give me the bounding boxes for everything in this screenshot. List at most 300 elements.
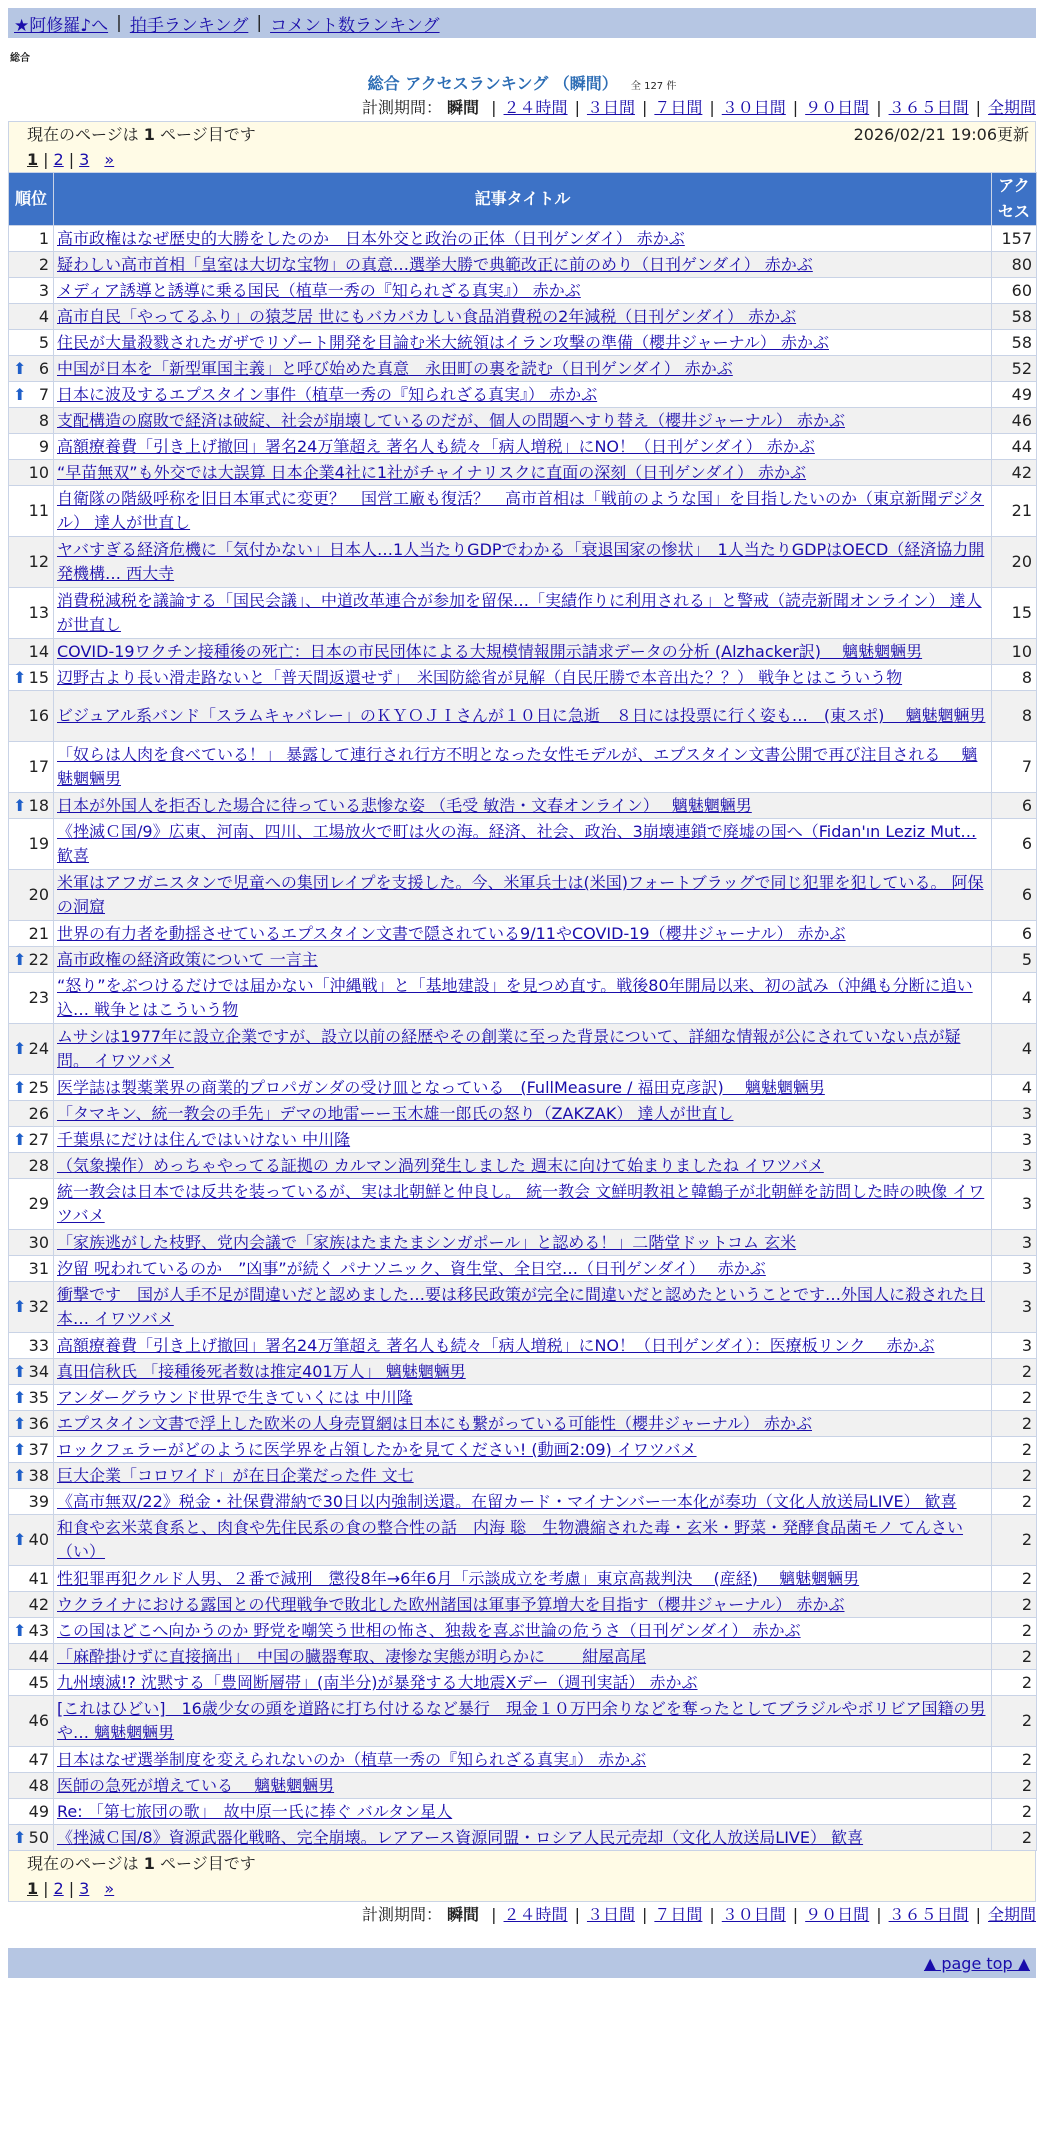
table-row bbox=[9, 639, 1037, 665]
title-cell bbox=[54, 1024, 992, 1075]
access-count: 3 bbox=[992, 1101, 1037, 1127]
article-link[interactable]: ムサシは1977年に設立企業ですが、設立以前の経歴やその創業に至った背景について、詳細な情報が公にされていない点が疑問。 イワツバメ bbox=[57, 1027, 961, 1070]
article-link[interactable]: 統一教会は日本では反共を装っているが、実は北朝鮮と仲良し。 統一教会 文鮮明教祖と韓鶴子が北朝鮮を訪問した時の映像 イワツバメ bbox=[57, 1182, 985, 1225]
access-count: 4 bbox=[992, 1075, 1037, 1101]
access-count: 8 bbox=[992, 691, 1037, 742]
table-row bbox=[9, 330, 1037, 356]
rank-cell: ⬆ 15 bbox=[9, 665, 54, 691]
total-count: 全 127 件 bbox=[630, 81, 677, 92]
table-row bbox=[9, 947, 1037, 973]
comment-ranking-link[interactable]: コメント数ランキング bbox=[270, 15, 440, 36]
rank-cell: 28 bbox=[9, 1153, 54, 1179]
table-row bbox=[9, 408, 1037, 434]
article-link[interactable]: 《高市無双/22》税金・社保費滞納で30日以内強制送還。在留カード・マイナンバー一本化が奏功（文化人放送局LIVE） 歓喜 bbox=[57, 1491, 957, 1511]
updated-timestamp: 2026/02/21 19:06更新 bbox=[853, 125, 1029, 144]
rank-cell: 12 bbox=[9, 537, 54, 588]
access-count: 2 bbox=[992, 1359, 1037, 1385]
rank-cell: 41 bbox=[9, 1566, 54, 1592]
table-row bbox=[9, 1024, 1037, 1075]
table-row bbox=[9, 1618, 1037, 1644]
access-count: 2 bbox=[992, 1644, 1037, 1670]
access-count: 2 bbox=[992, 1489, 1037, 1515]
title-cell bbox=[54, 921, 992, 947]
title-cell bbox=[54, 1333, 992, 1359]
title-cell bbox=[54, 742, 992, 793]
title-cell bbox=[54, 793, 992, 819]
access-count: 3 bbox=[992, 1179, 1037, 1230]
article-link[interactable]: COVID-19ワクチン接種後の死亡：日本の市民団体による大規模情報開示請求データの分析 (Alzhacker訳) 魑魅魍魎男 bbox=[57, 641, 923, 661]
rank-cell: ⬆ 18 bbox=[9, 793, 54, 819]
rank-cell: 17 bbox=[9, 742, 54, 793]
rank-cell: 33 bbox=[9, 1333, 54, 1359]
article-link[interactable]: 性犯罪再犯クルド人男、２番で減刑 懲役8年→6年6月「示談成立を考慮」東京高裁判決 (産経) 魑魅魍魎男 bbox=[57, 1568, 860, 1588]
access-count: 3 bbox=[992, 1333, 1037, 1359]
title-cell bbox=[54, 1101, 992, 1127]
title-cell bbox=[54, 330, 992, 356]
article-link[interactable]: 日本が外国人を拒否した場合に待っている悲惨な姿 （毛受 敏浩・文春オンライン） 魑魅魍魎男 bbox=[57, 795, 752, 815]
rank-cell: ⬆ 40 bbox=[9, 1515, 54, 1566]
article-link[interactable]: 世界の有力者を動揺させているエプスタイン文書で隠されている9/11やCOVID-19（櫻井ジャーナル） 赤かぶ bbox=[57, 923, 846, 943]
article-link[interactable]: （気象操作）めっちゃやってる証拠の カルマン渦列発生しました 週末に向けて始まりましたね イワツバメ bbox=[57, 1155, 824, 1175]
period-option-link[interactable]: ７日間 bbox=[654, 98, 703, 117]
up-arrow-icon: ⬆ bbox=[13, 358, 27, 378]
title-cell bbox=[54, 1127, 992, 1153]
access-count: 52 bbox=[992, 356, 1037, 382]
access-count: 58 bbox=[992, 304, 1037, 330]
table-row bbox=[9, 1282, 1037, 1333]
rank-cell: 14 bbox=[9, 639, 54, 665]
title-cell bbox=[54, 691, 992, 742]
page-status-bottom: 現在のページは 1 ページ目です bbox=[27, 1854, 256, 1873]
article-link[interactable]: “怒り”をぶつけるだけでは届かない「沖縄戦」と「基地建設」を見つめ直す。戦後80年開局以来、初の試み（沖縄も分断に追い込… 戦争とはこういう物 bbox=[57, 976, 973, 1019]
up-arrow-icon: ⬆ bbox=[13, 795, 27, 815]
title-cell bbox=[54, 588, 992, 639]
table-row bbox=[9, 691, 1037, 742]
access-count: 2 bbox=[992, 1463, 1037, 1489]
table-row bbox=[9, 252, 1037, 278]
access-count: 80 bbox=[992, 252, 1037, 278]
article-link[interactable]: エプスタイン文書で浮上した欧米の人身売買網は日本にも繋がっている可能性（櫻井ジャーナル） 赤かぶ bbox=[57, 1413, 813, 1433]
up-arrow-icon: ⬆ bbox=[13, 1297, 27, 1316]
rank-cell: ⬆ 6 bbox=[9, 356, 54, 382]
next-page-link[interactable]: » bbox=[104, 1879, 115, 1898]
rank-cell: 13 bbox=[9, 588, 54, 639]
period-option-link[interactable]: ３６５日間 bbox=[888, 98, 969, 117]
access-count: 2 bbox=[992, 1566, 1037, 1592]
rank-cell: ⬆ 34 bbox=[9, 1359, 54, 1385]
article-link[interactable]: ヤバすぎる経済危機に「気付かない」日本人…1人当たりGDPでわかる「衰退国家の惨状」 1人当たりGDPはOECD（経済協力開発機構… 西大寺 bbox=[57, 540, 985, 583]
rank-cell: 2 bbox=[9, 252, 54, 278]
rank-cell: 49 bbox=[9, 1799, 54, 1825]
rank-cell: 45 bbox=[9, 1670, 54, 1696]
table-row bbox=[9, 356, 1037, 382]
article-link[interactable]: 高市政権の経済政策について 一言主 bbox=[57, 949, 318, 969]
article-link[interactable]: 中国が日本を「新型軍国主義」と呼び始めた真意 永田町の裏を読む（日刊ゲンダイ） 赤かぶ bbox=[57, 358, 733, 378]
period-option-link[interactable]: ２４時間 bbox=[503, 1905, 568, 1924]
page-link[interactable]: 2 bbox=[53, 150, 64, 169]
access-count: 2 bbox=[992, 1515, 1037, 1566]
rank-cell: 1 bbox=[9, 226, 54, 252]
table-row bbox=[9, 1230, 1037, 1256]
access-count: 157 bbox=[992, 226, 1037, 252]
rank-cell: 44 bbox=[9, 1644, 54, 1670]
period-option-link[interactable]: ９０日間 bbox=[805, 98, 870, 117]
article-link[interactable]: メディア誘導と誘導に乗る国民（植草一秀の『知られざる真実』） 赤かぶ bbox=[57, 280, 581, 300]
rank-cell: ⬆ 37 bbox=[9, 1437, 54, 1463]
access-count: 20 bbox=[992, 537, 1037, 588]
title-cell bbox=[54, 639, 992, 665]
title-cell bbox=[54, 226, 992, 252]
rank-cell: ⬆ 36 bbox=[9, 1411, 54, 1437]
title-cell bbox=[54, 486, 992, 537]
rank-cell: 26 bbox=[9, 1101, 54, 1127]
title-cell bbox=[54, 665, 992, 691]
rank-cell: 21 bbox=[9, 921, 54, 947]
current-page: 1 bbox=[27, 1879, 39, 1898]
rank-cell: 5 bbox=[9, 330, 54, 356]
table-row bbox=[9, 1644, 1037, 1670]
rank-cell: 19 bbox=[9, 819, 54, 870]
article-link[interactable]: 米軍はアフガニスタンで児童への集団レイプを支援した。今、米軍兵士は(米国)フォートブラッグで同じ犯罪を犯している。 阿保の洞窟 bbox=[57, 873, 984, 916]
up-arrow-icon: ⬆ bbox=[13, 384, 27, 404]
table-row bbox=[9, 1773, 1037, 1799]
access-count: 6 bbox=[992, 870, 1037, 921]
period-option-link[interactable]: ３０日間 bbox=[721, 98, 786, 117]
article-link[interactable]: 医師の急死が増えている 魑魅魍魎男 bbox=[57, 1775, 335, 1795]
title-column-header: 記事タイトル bbox=[54, 173, 992, 226]
page-top-link[interactable]: ▲ page top ▲ bbox=[923, 1953, 1030, 1973]
rank-cell: 16 bbox=[9, 691, 54, 742]
title-cell bbox=[54, 1075, 992, 1101]
title-cell bbox=[54, 947, 992, 973]
rank-cell: 30 bbox=[9, 1230, 54, 1256]
table-row bbox=[9, 304, 1037, 330]
article-link[interactable]: 「タマキン、統一教会の手先」デマの地雷ーー玉木雄一郎氏の怒り（ZAKZAK） 達人が世直し bbox=[57, 1103, 734, 1123]
table-row bbox=[9, 1799, 1037, 1825]
rank-cell: ⬆ 7 bbox=[9, 382, 54, 408]
up-arrow-icon: ⬆ bbox=[13, 1077, 27, 1097]
title-cell bbox=[54, 1437, 992, 1463]
title-cell bbox=[54, 1282, 992, 1333]
table-row bbox=[9, 1411, 1037, 1437]
article-link[interactable]: 九州壊滅!? 沈黙する「豊岡断層帯」(南半分)が暴発する大地震Xデー（週刊実話） 赤かぶ bbox=[57, 1672, 698, 1692]
access-count: 2 bbox=[992, 1592, 1037, 1618]
table-row bbox=[9, 1385, 1037, 1411]
rank-cell: 11 bbox=[9, 486, 54, 537]
article-link[interactable]: 衝撃です 国が人手不足が間違いだと認めました…要は移民政策が完全に間違いだと認めたということです…外国人に殺された日本… イワツバメ bbox=[57, 1285, 986, 1328]
rank-cell: ⬆ 32 bbox=[9, 1282, 54, 1333]
table-row bbox=[9, 1153, 1037, 1179]
access-count: 6 bbox=[992, 819, 1037, 870]
article-link[interactable]: 高市自民「やってるふり」の猿芝居 世にもバカバカしい食品消費税の2年減税（日刊ゲンダイ） 赤かぶ bbox=[57, 306, 797, 326]
access-count: 2 bbox=[992, 1670, 1037, 1696]
period-option-link[interactable]: ７日間 bbox=[654, 1905, 703, 1924]
up-arrow-icon: ⬆ bbox=[13, 1827, 27, 1847]
applause-ranking-link[interactable]: 拍手ランキング bbox=[129, 15, 249, 36]
title-cell bbox=[54, 1696, 992, 1747]
rank-cell: 31 bbox=[9, 1256, 54, 1282]
title-cell bbox=[54, 1515, 992, 1566]
period-label: 計測期間： bbox=[361, 98, 442, 117]
access-count: 46 bbox=[992, 408, 1037, 434]
title-cell bbox=[54, 1644, 992, 1670]
title-cell bbox=[54, 1747, 992, 1773]
article-link[interactable]: 自衛隊の階級呼称を旧日本軍式に変更？ 国営工廠も復活？ 高市首相は「戦前のような国」を目指したいのか（東京新聞デジタル） 達人が世直し bbox=[57, 489, 985, 532]
pager-links: 1 | 2 | 3 » bbox=[27, 150, 115, 169]
category-label: 総合 bbox=[10, 53, 30, 64]
access-count: 4 bbox=[992, 1024, 1037, 1075]
table-row bbox=[9, 1127, 1037, 1153]
title-cell bbox=[54, 1773, 992, 1799]
table-row bbox=[9, 665, 1037, 691]
title-cell bbox=[54, 278, 992, 304]
article-link[interactable]: 和食や玄米菜食系と、肉食や先住民系の食の整合性の話 内海 聡 生物濃縮された毒・玄米・野菜・発酵食品菌モノ てんさい（い） bbox=[57, 1518, 964, 1561]
footer-bar bbox=[8, 1948, 1036, 1978]
title-cell bbox=[54, 1256, 992, 1282]
table-row bbox=[9, 278, 1037, 304]
up-arrow-icon: ⬆ bbox=[13, 1620, 27, 1640]
table-row bbox=[9, 1670, 1037, 1696]
table-row bbox=[9, 1566, 1037, 1592]
title-cell bbox=[54, 408, 992, 434]
article-link[interactable]: [これはひどい] 16歳少女の頭を道路に打ち付けるなど暴行 現金１０万円余りなどを奪ったとしてブラジルやボリビア国籍の男や… 魑魅魍魎男 bbox=[57, 1699, 986, 1742]
table-row bbox=[9, 537, 1037, 588]
rank-cell: ⬆ 38 bbox=[9, 1463, 54, 1489]
article-link[interactable]: 高市政権はなぜ歴史的大勝をしたのか 日本外交と政治の正体（日刊ゲンダイ） 赤かぶ bbox=[57, 228, 685, 248]
page-status: 現在のページは 1 ページ目です bbox=[27, 125, 256, 144]
pager-top bbox=[8, 121, 1036, 172]
period-selector-bottom: 計測期間： 瞬間 | ２４時間 | ３日間 | ７日間 | ３０日間 | ９０日間 | ３６５日間 | 全期間 bbox=[361, 1905, 1036, 1924]
table-row bbox=[9, 226, 1037, 252]
table-row bbox=[9, 382, 1037, 408]
access-count: 2 bbox=[992, 1618, 1037, 1644]
table-row bbox=[9, 793, 1037, 819]
article-link[interactable]: “早苗無双”も外交では大誤算 日本企業4社に1社がチャイナリスクに直面の深刻（日刊ゲンダイ） 赤かぶ bbox=[57, 462, 807, 482]
up-arrow-icon: ⬆ bbox=[13, 1530, 27, 1549]
article-link[interactable]: 「麻酔掛けずに直接摘出」 中国の臓器奪取、凄惨な実態が明らかに 紺屋高尾 bbox=[57, 1646, 647, 1666]
article-link[interactable]: 疑わしい高市首相「皇室は大切な宝物」の真意…選挙大勝で典範改正に前のめり（日刊ゲンダイ） 赤かぶ bbox=[57, 254, 813, 274]
ranking-table bbox=[8, 172, 1037, 1851]
access-count: 15 bbox=[992, 588, 1037, 639]
article-link[interactable]: 《挫滅Ｃ国/8》資源武器化戦略、完全崩壊。レアアース資源同盟・ロシア人民元売却（文化人放送局LIVE） 歓喜 bbox=[57, 1827, 864, 1847]
article-link[interactable]: 「家族逃がした枝野、党内会議で「家族はたまたまシンガポール」と認める！」二階堂ドットコム 玄米 bbox=[57, 1232, 797, 1252]
title-cell bbox=[54, 537, 992, 588]
table-row bbox=[9, 1437, 1037, 1463]
access-count: 5 bbox=[992, 947, 1037, 973]
access-count: 7 bbox=[992, 742, 1037, 793]
table-row bbox=[9, 1592, 1037, 1618]
rank-cell: 47 bbox=[9, 1747, 54, 1773]
access-count: 44 bbox=[992, 434, 1037, 460]
article-link[interactable]: ビジュアル系バンド「スラムキャバレー」のＫＹＯＪＩさんが１０日に急逝 ８日には投票に行く姿も… (東スポ) 魑魅魍魎男 bbox=[57, 706, 986, 725]
title-cell bbox=[54, 1670, 992, 1696]
home-link[interactable]: ★阿修羅♪へ bbox=[14, 15, 109, 36]
title-cell bbox=[54, 1825, 992, 1851]
top-nav-bar: ★阿修羅♪へ | 拍手ランキング | コメント数ランキング bbox=[8, 8, 1036, 38]
title-cell bbox=[54, 252, 992, 278]
period-current: 瞬間 bbox=[447, 98, 480, 117]
access-count: 2 bbox=[992, 1411, 1037, 1437]
page-link[interactable]: 2 bbox=[53, 1879, 64, 1898]
rank-column-header: 順位 bbox=[9, 173, 54, 226]
access-count: 3 bbox=[992, 1153, 1037, 1179]
article-link[interactable]: 真田信秋氏 「接種後死者数は推定401万人」 魑魅魍魎男 bbox=[57, 1361, 466, 1381]
rank-cell: 23 bbox=[9, 973, 54, 1024]
title-cell bbox=[54, 1618, 992, 1644]
article-link[interactable]: 《挫滅Ｃ国/9》広東、河南、四川、工場放火で町は火の海。経済、社会、政治、3崩壊連鎖で廃墟の国へ（Fidan'ın Leziz Mut… 歓喜 bbox=[57, 822, 977, 865]
rank-cell: 20 bbox=[9, 870, 54, 921]
table-row bbox=[9, 1101, 1037, 1127]
pager-links-bottom: 1 | 2 | 3 » bbox=[27, 1879, 115, 1898]
table-row bbox=[9, 588, 1037, 639]
title-cell bbox=[54, 1411, 992, 1437]
pager-bottom bbox=[8, 1851, 1036, 1902]
rank-cell: 39 bbox=[9, 1489, 54, 1515]
title-cell bbox=[54, 1463, 992, 1489]
article-link[interactable]: 高額療養費「引き上げ撤回」署名24万筆超え 著名人も続々「病人増税」にNO！（日刊ゲンダイ） 赤かぶ bbox=[57, 436, 815, 456]
period-option-link[interactable]: 全期間 bbox=[987, 1905, 1036, 1924]
table-row bbox=[9, 819, 1037, 870]
up-arrow-icon: ⬆ bbox=[13, 1129, 27, 1149]
article-link[interactable]: 日本はなぜ選挙制度を変えられないのか（植草一秀の『知られざる真実』） 赤かぶ bbox=[57, 1749, 647, 1769]
rank-cell: ⬆ 35 bbox=[9, 1385, 54, 1411]
access-count: 2 bbox=[992, 1799, 1037, 1825]
table-row bbox=[9, 1696, 1037, 1747]
rank-cell: 29 bbox=[9, 1179, 54, 1230]
title-cell bbox=[54, 1489, 992, 1515]
article-link[interactable]: 千葉県にだけは住んではいけない 中川隆 bbox=[57, 1129, 351, 1149]
access-count: 4 bbox=[992, 973, 1037, 1024]
period-links: | ２４時間 | ３日間 | ７日間 | ３０日間 | ９０日間 | ３６５日間 | 全期間 bbox=[491, 98, 1036, 117]
access-count: 3 bbox=[992, 1230, 1037, 1256]
table-row bbox=[9, 1463, 1037, 1489]
period-option-link[interactable]: 全期間 bbox=[987, 98, 1036, 117]
period-selector-top bbox=[8, 95, 1036, 121]
up-arrow-icon: ⬆ bbox=[13, 1439, 27, 1459]
access-column-header: アクセス bbox=[992, 173, 1037, 226]
table-row bbox=[9, 1359, 1037, 1385]
up-arrow-icon: ⬆ bbox=[13, 1361, 27, 1381]
article-link[interactable]: 汐留 呪われているのか ”凶事”が続く パナソニック、資生堂、全日空…（日刊ゲンダイ） 赤かぶ bbox=[57, 1258, 766, 1278]
article-link[interactable]: 巨大企業「コロワイド」が在日企業だった件 文七 bbox=[57, 1465, 414, 1485]
title-cell bbox=[54, 973, 992, 1024]
article-link[interactable]: 医学誌は製薬業界の商業的プロパガンダの受け皿となっている (FullMeasure / 福田克彦訳) 魑魅魍魎男 bbox=[57, 1077, 825, 1097]
title-cell bbox=[54, 1153, 992, 1179]
page-title: 総合 アクセスランキング （瞬間） bbox=[367, 74, 618, 93]
up-arrow-icon: ⬆ bbox=[13, 1465, 27, 1485]
access-count: 6 bbox=[992, 793, 1037, 819]
access-count: 10 bbox=[992, 639, 1037, 665]
table-row bbox=[9, 973, 1037, 1024]
ranking-heading bbox=[8, 73, 1036, 95]
article-link[interactable]: Re: 「第七旅団の歌」 故中原一氏に捧ぐ バルタン星人 bbox=[57, 1801, 453, 1821]
title-cell bbox=[54, 460, 992, 486]
article-link[interactable]: 「奴らは人肉を食べている！」 暴露して連行され行方不明となった女性モデルが、エプスタイン文書公開で再び注目される 魑魅魍魎男 bbox=[57, 745, 978, 788]
period-option-link[interactable]: ３日間 bbox=[586, 1905, 635, 1924]
rank-cell: ⬆ 43 bbox=[9, 1618, 54, 1644]
table-header-row bbox=[9, 173, 1037, 226]
title-cell bbox=[54, 382, 992, 408]
title-cell bbox=[54, 870, 992, 921]
title-cell bbox=[54, 1359, 992, 1385]
access-count: 3 bbox=[992, 1256, 1037, 1282]
rank-cell: ⬆ 50 bbox=[9, 1825, 54, 1851]
up-arrow-icon: ⬆ bbox=[13, 1413, 27, 1433]
rank-cell: 3 bbox=[9, 278, 54, 304]
up-arrow-icon: ⬆ bbox=[13, 1387, 27, 1407]
access-count: 49 bbox=[992, 382, 1037, 408]
up-arrow-icon: ⬆ bbox=[13, 949, 27, 969]
period-option-link[interactable]: ３６５日間 bbox=[888, 1905, 969, 1924]
table-row bbox=[9, 434, 1037, 460]
ranking-rows bbox=[9, 226, 1037, 1851]
access-count: 2 bbox=[992, 1747, 1037, 1773]
article-link[interactable]: 日本に波及するエプスタイン事件（植草一秀の『知られざる真実』） 赤かぶ bbox=[57, 384, 598, 404]
period-option-link[interactable]: ３日間 bbox=[586, 98, 635, 117]
article-link[interactable]: 高額療養費「引き上げ撤回」署名24万筆超え 著名人も続々「病人増税」にNO！（日刊ゲンダイ）：医療板リンク 赤かぶ bbox=[57, 1335, 935, 1355]
table-row bbox=[9, 486, 1037, 537]
article-link[interactable]: 消費税減税を議論する「国民会議」、中道改革連合が参加を留保…「実績作りに利用される」と警戒（読売新聞オンライン） 達人が世直し bbox=[57, 591, 982, 634]
table-row bbox=[9, 1256, 1037, 1282]
title-cell bbox=[54, 356, 992, 382]
up-arrow-icon: ⬆ bbox=[13, 1039, 27, 1058]
article-link[interactable]: この国はどこへ向かうのか 野党を嘲笑う世相の怖さ、独裁を喜ぶ世論の危うさ（日刊ゲンダイ） 赤かぶ bbox=[57, 1620, 801, 1640]
access-count: 2 bbox=[992, 1825, 1037, 1851]
page-link[interactable]: 3 bbox=[79, 1879, 90, 1898]
article-link[interactable]: ウクライナにおける露国との代理戦争で敗北した欧州諸国は軍事予算増大を目指す（櫻井ジャーナル） 赤かぶ bbox=[57, 1594, 845, 1614]
access-count: 2 bbox=[992, 1696, 1037, 1747]
title-cell bbox=[54, 1179, 992, 1230]
title-cell bbox=[54, 1385, 992, 1411]
page bbox=[8, 8, 1036, 1978]
title-cell bbox=[54, 1799, 992, 1825]
article-link[interactable]: 辺野古より長い滑走路ないと「普天間返還せず」 米国防総省が見解（自民圧勝で本音出た？？） 戦争とはこういう物 bbox=[57, 667, 903, 687]
access-count: 6 bbox=[992, 921, 1037, 947]
title-cell bbox=[54, 1592, 992, 1618]
table-row bbox=[9, 1333, 1037, 1359]
access-count: 3 bbox=[992, 1282, 1037, 1333]
rank-cell: ⬆ 25 bbox=[9, 1075, 54, 1101]
rank-cell: 10 bbox=[9, 460, 54, 486]
table-row bbox=[9, 460, 1037, 486]
access-count: 8 bbox=[992, 665, 1037, 691]
rank-cell: ⬆ 27 bbox=[9, 1127, 54, 1153]
access-count: 2 bbox=[992, 1385, 1037, 1411]
period-option-link[interactable]: ２４時間 bbox=[503, 98, 568, 117]
next-page-link[interactable]: » bbox=[104, 150, 115, 169]
access-count: 21 bbox=[992, 486, 1037, 537]
title-cell bbox=[54, 819, 992, 870]
period-option-link[interactable]: ３０日間 bbox=[721, 1905, 786, 1924]
table-row bbox=[9, 1515, 1037, 1566]
table-row bbox=[9, 1489, 1037, 1515]
article-link[interactable]: 支配構造の腐敗で経済は破綻、社会が崩壊しているのだが、個人の問題へすり替え（櫻井ジャーナル） 赤かぶ bbox=[57, 410, 845, 430]
article-link[interactable]: ロックフェラーがどのように医学界を占領したかを見てください! (動画2:09) イワツバメ bbox=[57, 1439, 697, 1459]
rank-cell: 42 bbox=[9, 1592, 54, 1618]
page-link[interactable]: 3 bbox=[79, 150, 90, 169]
rank-cell: 46 bbox=[9, 1696, 54, 1747]
access-count: 42 bbox=[992, 460, 1037, 486]
title-cell bbox=[54, 304, 992, 330]
table-row bbox=[9, 870, 1037, 921]
rank-cell: 8 bbox=[9, 408, 54, 434]
access-count: 2 bbox=[992, 1437, 1037, 1463]
table-row bbox=[9, 1075, 1037, 1101]
article-link[interactable]: アンダーグラウンド世界で生きていくには 中川隆 bbox=[57, 1387, 413, 1407]
access-count: 60 bbox=[992, 278, 1037, 304]
article-link[interactable]: 住民が大量殺戮されたガザでリゾート開発を目論む米大統領はイラン攻撃の準備（櫻井ジャーナル） 赤かぶ bbox=[57, 332, 829, 352]
period-option-link[interactable]: ９０日間 bbox=[805, 1905, 870, 1924]
